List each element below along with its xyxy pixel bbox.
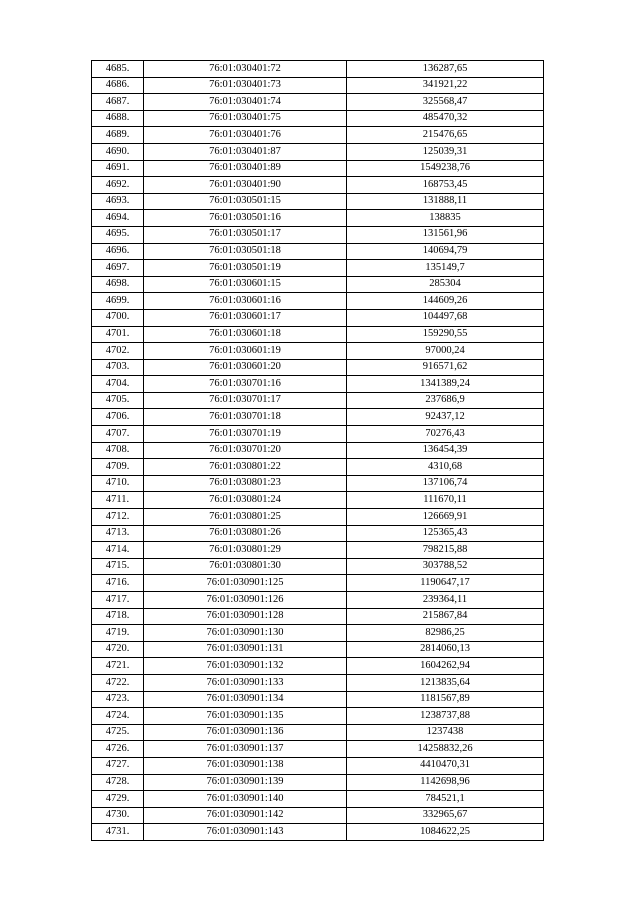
row-number-cell: 4698. (92, 276, 144, 293)
table-row (92, 558, 544, 575)
cadastral-number-cell: 76:01:030501:15 (144, 193, 347, 210)
cadastral-value-cell: 138835 (347, 210, 544, 227)
cadastral-number-cell: 76:01:030701:16 (144, 376, 347, 393)
cadastral-number-cell: 76:01:030401:76 (144, 127, 347, 144)
cadastral-value-cell: 237686,9 (347, 392, 544, 409)
row-number-cell: 4704. (92, 376, 144, 393)
cadastral-value-cell: 239364,11 (347, 592, 544, 609)
table-row (92, 127, 544, 144)
cadastral-value-cell: 4310,68 (347, 459, 544, 476)
cadastral-value-cell: 131888,11 (347, 193, 544, 210)
cadastral-number-cell: 76:01:030901:130 (144, 625, 347, 642)
cadastral-number-cell: 76:01:030901:139 (144, 774, 347, 791)
cadastral-value-cell: 97000,24 (347, 343, 544, 360)
row-number-cell: 4687. (92, 94, 144, 111)
table-row (92, 475, 544, 492)
cadastral-number-cell: 76:01:030401:90 (144, 177, 347, 194)
cadastral-number-cell: 76:01:030801:30 (144, 558, 347, 575)
row-number-cell: 4713. (92, 525, 144, 542)
table-row (92, 309, 544, 326)
cadastral-number-cell: 76:01:030401:75 (144, 110, 347, 127)
table-body (92, 61, 544, 841)
cadastral-value-cell: 1238737,88 (347, 708, 544, 725)
cadastral-value-cell: 2814060,13 (347, 641, 544, 658)
row-number-cell: 4686. (92, 77, 144, 94)
table-row (92, 210, 544, 227)
table-row (92, 243, 544, 260)
cadastral-value-cell: 136454,39 (347, 442, 544, 459)
row-number-cell: 4730. (92, 807, 144, 824)
table-row (92, 791, 544, 808)
table-row (92, 293, 544, 310)
cadastral-value-cell: 159290,55 (347, 326, 544, 343)
row-number-cell: 4727. (92, 757, 144, 774)
cadastral-number-cell: 76:01:030901:137 (144, 741, 347, 758)
cadastral-number-cell: 76:01:030901:142 (144, 807, 347, 824)
row-number-cell: 4701. (92, 326, 144, 343)
row-number-cell: 4699. (92, 293, 144, 310)
cadastral-number-cell: 76:01:030801:23 (144, 475, 347, 492)
table-row (92, 774, 544, 791)
row-number-cell: 4695. (92, 226, 144, 243)
cadastral-value-cell: 1142698,96 (347, 774, 544, 791)
table-row (92, 276, 544, 293)
cadastral-number-cell: 76:01:030901:133 (144, 674, 347, 691)
table-row (92, 426, 544, 443)
table-row (92, 392, 544, 409)
table-row (92, 525, 544, 542)
cadastral-value-cell: 140694,79 (347, 243, 544, 260)
row-number-cell: 4705. (92, 392, 144, 409)
cadastral-value-cell: 1213835,64 (347, 674, 544, 691)
cadastral-value-cell: 135149,7 (347, 260, 544, 277)
row-number-cell: 4728. (92, 774, 144, 791)
cadastral-value-cell: 215867,84 (347, 608, 544, 625)
cadastral-number-cell: 76:01:030501:17 (144, 226, 347, 243)
row-number-cell: 4689. (92, 127, 144, 144)
table-row (92, 509, 544, 526)
cadastral-value-cell: 104497,68 (347, 309, 544, 326)
cadastral-value-cell: 325568,47 (347, 94, 544, 111)
cadastral-value-cell: 916571,62 (347, 359, 544, 376)
cadastral-number-cell: 76:01:030501:19 (144, 260, 347, 277)
row-number-cell: 4703. (92, 359, 144, 376)
row-number-cell: 4712. (92, 509, 144, 526)
cadastral-value-cell: 1190647,17 (347, 575, 544, 592)
cadastral-number-cell: 76:01:030601:17 (144, 309, 347, 326)
table-row (92, 741, 544, 758)
cadastral-number-cell: 76:01:030901:140 (144, 791, 347, 808)
table-row (92, 193, 544, 210)
row-number-cell: 4708. (92, 442, 144, 459)
cadastral-value-cell: 111670,11 (347, 492, 544, 509)
row-number-cell: 4725. (92, 724, 144, 741)
table-row (92, 641, 544, 658)
row-number-cell: 4710. (92, 475, 144, 492)
table-row (92, 625, 544, 642)
cadastral-value-cell: 131561,96 (347, 226, 544, 243)
cadastral-number-cell: 76:01:030801:26 (144, 525, 347, 542)
cadastral-number-cell: 76:01:030901:136 (144, 724, 347, 741)
table-row (92, 824, 544, 841)
cadastral-number-cell: 76:01:030901:143 (144, 824, 347, 841)
row-number-cell: 4714. (92, 542, 144, 559)
row-number-cell: 4709. (92, 459, 144, 476)
table-row (92, 492, 544, 509)
row-number-cell: 4729. (92, 791, 144, 808)
row-number-cell: 4724. (92, 708, 144, 725)
row-number-cell: 4691. (92, 160, 144, 177)
table-row (92, 343, 544, 360)
cadastral-value-cell: 215476,65 (347, 127, 544, 144)
cadastral-value-cell: 92437,12 (347, 409, 544, 426)
row-number-cell: 4711. (92, 492, 144, 509)
table-row (92, 110, 544, 127)
cadastral-value-cell: 303788,52 (347, 558, 544, 575)
cadastral-value-cell: 125039,31 (347, 143, 544, 160)
cadastral-value-cell: 1237438 (347, 724, 544, 741)
cadastral-value-cell: 137106,74 (347, 475, 544, 492)
cadastral-number-cell: 76:01:030901:126 (144, 592, 347, 609)
cadastral-value-cell: 332965,67 (347, 807, 544, 824)
row-number-cell: 4706. (92, 409, 144, 426)
cadastral-number-cell: 76:01:030601:16 (144, 293, 347, 310)
row-number-cell: 4716. (92, 575, 144, 592)
row-number-cell: 4731. (92, 824, 144, 841)
table-row (92, 658, 544, 675)
cadastral-value-cell: 70276,43 (347, 426, 544, 443)
cadastral-number-cell: 76:01:030701:17 (144, 392, 347, 409)
table-row (92, 691, 544, 708)
cadastral-value-cell: 4410470,31 (347, 757, 544, 774)
row-number-cell: 4688. (92, 110, 144, 127)
table-row (92, 143, 544, 160)
cadastral-value-cell: 14258832,26 (347, 741, 544, 758)
cadastral-number-cell: 76:01:030601:20 (144, 359, 347, 376)
cadastral-number-cell: 76:01:030901:132 (144, 658, 347, 675)
table-row (92, 592, 544, 609)
cadastral-number-cell: 76:01:030601:19 (144, 343, 347, 360)
row-number-cell: 4697. (92, 260, 144, 277)
row-number-cell: 4721. (92, 658, 144, 675)
row-number-cell: 4719. (92, 625, 144, 642)
cadastral-value-cell: 168753,45 (347, 177, 544, 194)
cadastral-value-cell: 1181567,89 (347, 691, 544, 708)
cadastral-value-table (91, 60, 544, 841)
cadastral-value-cell: 784521,1 (347, 791, 544, 808)
cadastral-number-cell: 76:01:030601:15 (144, 276, 347, 293)
cadastral-value-cell: 1604262,94 (347, 658, 544, 675)
table-row (92, 160, 544, 177)
cadastral-number-cell: 76:01:030901:131 (144, 641, 347, 658)
table-row (92, 807, 544, 824)
cadastral-number-cell: 76:01:030401:72 (144, 61, 347, 78)
cadastral-value-cell: 125365,43 (347, 525, 544, 542)
table-row (92, 409, 544, 426)
cadastral-number-cell: 76:01:030401:89 (144, 160, 347, 177)
cadastral-value-cell: 1084622,25 (347, 824, 544, 841)
cadastral-value-cell: 126669,91 (347, 509, 544, 526)
row-number-cell: 4707. (92, 426, 144, 443)
cadastral-number-cell: 76:01:030401:87 (144, 143, 347, 160)
table-row (92, 542, 544, 559)
table-row (92, 708, 544, 725)
row-number-cell: 4702. (92, 343, 144, 360)
cadastral-number-cell: 76:01:030801:24 (144, 492, 347, 509)
cadastral-value-cell: 285304 (347, 276, 544, 293)
cadastral-number-cell: 76:01:030901:125 (144, 575, 347, 592)
cadastral-value-cell: 144609,26 (347, 293, 544, 310)
cadastral-number-cell: 76:01:030601:18 (144, 326, 347, 343)
table-row (92, 61, 544, 78)
cadastral-number-cell: 76:01:030901:134 (144, 691, 347, 708)
table-row (92, 376, 544, 393)
cadastral-value-cell: 136287,65 (347, 61, 544, 78)
table-row (92, 359, 544, 376)
table-row (92, 442, 544, 459)
table-row (92, 757, 544, 774)
cadastral-number-cell: 76:01:030801:29 (144, 542, 347, 559)
cadastral-number-cell: 76:01:030901:128 (144, 608, 347, 625)
cadastral-number-cell: 76:01:030901:138 (144, 757, 347, 774)
cadastral-number-cell: 76:01:030901:135 (144, 708, 347, 725)
table-row (92, 724, 544, 741)
row-number-cell: 4692. (92, 177, 144, 194)
table-row (92, 608, 544, 625)
row-number-cell: 4696. (92, 243, 144, 260)
row-number-cell: 4717. (92, 592, 144, 609)
cadastral-number-cell: 76:01:030401:74 (144, 94, 347, 111)
row-number-cell: 4715. (92, 558, 144, 575)
cadastral-value-cell: 485470,32 (347, 110, 544, 127)
row-number-cell: 4694. (92, 210, 144, 227)
cadastral-number-cell: 76:01:030401:73 (144, 77, 347, 94)
cadastral-number-cell: 76:01:030701:19 (144, 426, 347, 443)
cadastral-number-cell: 76:01:030801:25 (144, 509, 347, 526)
row-number-cell: 4693. (92, 193, 144, 210)
cadastral-number-cell: 76:01:030801:22 (144, 459, 347, 476)
row-number-cell: 4723. (92, 691, 144, 708)
table-row (92, 94, 544, 111)
table-row (92, 226, 544, 243)
row-number-cell: 4700. (92, 309, 144, 326)
table-row (92, 326, 544, 343)
cadastral-number-cell: 76:01:030701:18 (144, 409, 347, 426)
cadastral-number-cell: 76:01:030501:16 (144, 210, 347, 227)
cadastral-value-cell: 82986,25 (347, 625, 544, 642)
table-row (92, 575, 544, 592)
row-number-cell: 4720. (92, 641, 144, 658)
cadastral-number-cell: 76:01:030501:18 (144, 243, 347, 260)
cadastral-value-cell: 1341389,24 (347, 376, 544, 393)
row-number-cell: 4690. (92, 143, 144, 160)
table-row (92, 674, 544, 691)
row-number-cell: 4685. (92, 61, 144, 78)
cadastral-value-cell: 798215,88 (347, 542, 544, 559)
row-number-cell: 4722. (92, 674, 144, 691)
table-row (92, 459, 544, 476)
row-number-cell: 4726. (92, 741, 144, 758)
table-row (92, 177, 544, 194)
cadastral-number-cell: 76:01:030701:20 (144, 442, 347, 459)
cadastral-value-cell: 341921,22 (347, 77, 544, 94)
cadastral-value-cell: 1549238,76 (347, 160, 544, 177)
table-row (92, 77, 544, 94)
table-row (92, 260, 544, 277)
row-number-cell: 4718. (92, 608, 144, 625)
